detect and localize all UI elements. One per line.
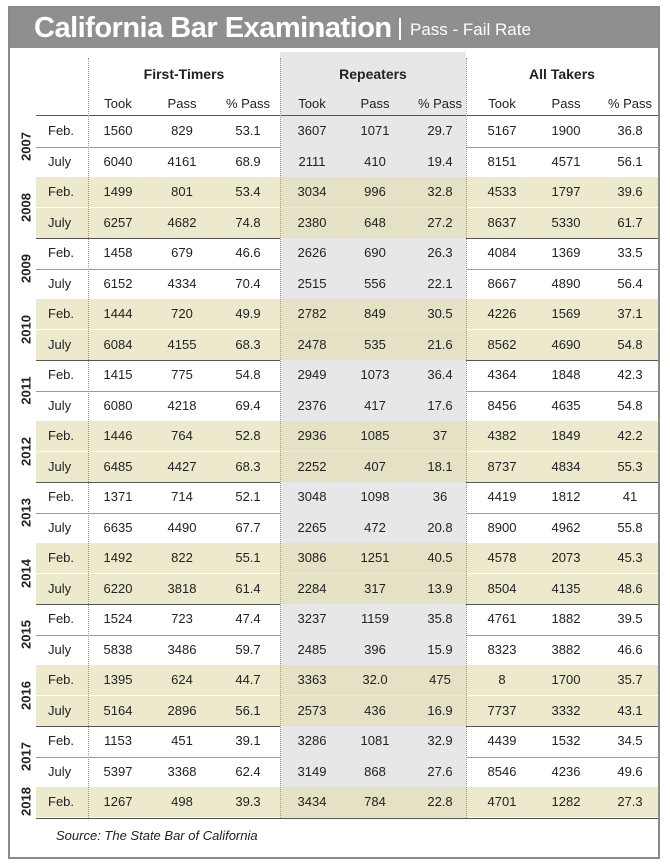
- table-cell: 1073: [360, 367, 390, 382]
- table-cell: 775: [171, 367, 193, 382]
- table-cell: 849: [364, 306, 386, 321]
- table-cell: 4218: [167, 397, 197, 413]
- table-cell: 1560: [103, 123, 133, 138]
- table-cell: 5397: [103, 763, 133, 779]
- table-cell: 1159: [361, 611, 389, 626]
- table-cell: 17.6: [427, 397, 453, 413]
- table-cell: 996: [364, 184, 386, 199]
- table-cell: 8456: [487, 397, 517, 413]
- table-cell: 5167: [487, 123, 517, 138]
- table-cell: 61.4: [235, 580, 261, 596]
- table-cell: 22.8: [427, 794, 453, 809]
- table-cell: 54.8: [617, 397, 643, 413]
- table-row: [36, 177, 658, 207]
- table-cell: 16.9: [427, 702, 453, 718]
- table-cell: 74.8: [235, 214, 261, 230]
- table-cell: 2265: [297, 519, 327, 535]
- table-cell: 13.9: [427, 580, 453, 596]
- month-label: July: [48, 458, 72, 474]
- table-cell: 8637: [487, 214, 517, 230]
- table-cell: 29.7: [427, 123, 453, 138]
- group-header-1: Repeaters: [339, 66, 407, 82]
- table-cell: 43.1: [617, 702, 643, 718]
- year-label: 2014: [18, 558, 34, 588]
- column-header-0: Took: [104, 96, 132, 111]
- month-label: Feb.: [48, 794, 75, 809]
- column-header-2: % Pass: [225, 96, 271, 111]
- year-label: 2010: [18, 314, 34, 344]
- table-cell: 868: [364, 763, 386, 779]
- table-cell: 8900: [487, 519, 517, 535]
- table-cell: 801: [171, 184, 193, 199]
- table-cell: 67.7: [235, 519, 261, 535]
- table-cell: 1444: [103, 306, 133, 321]
- table-cell: 4427: [167, 458, 197, 474]
- table-row: [36, 299, 658, 329]
- table-cell: 3237: [297, 611, 327, 626]
- table-cell: 472: [364, 519, 386, 535]
- table-cell: 1900: [551, 123, 581, 138]
- table-cell: 4578: [487, 550, 517, 565]
- table-cell: 4890: [551, 275, 581, 291]
- table-cell: 27.6: [427, 763, 453, 779]
- table-cell: 54.8: [235, 367, 261, 382]
- year-label: 2008: [18, 192, 34, 222]
- table-cell: 417: [364, 397, 386, 413]
- table-cell: 1458: [103, 245, 133, 260]
- table-row: [36, 696, 658, 726]
- month-label: Feb.: [48, 672, 75, 687]
- table-row: [36, 787, 658, 817]
- column-divider-1: [280, 58, 281, 818]
- month-label: Feb.: [48, 123, 75, 138]
- table-cell: 27.3: [617, 794, 643, 809]
- table-cell: 2896: [167, 702, 197, 718]
- month-label: Feb.: [48, 489, 75, 504]
- table-cell: 46.6: [617, 641, 643, 657]
- table-row: [36, 238, 658, 268]
- table-cell: 4834: [551, 458, 581, 474]
- table-cell: 61.7: [617, 214, 643, 230]
- table-cell: 3368: [167, 763, 197, 779]
- table-cell: 55.1: [235, 550, 261, 565]
- table-cell: 1848: [551, 367, 581, 382]
- table-cell: 714: [171, 489, 193, 504]
- table-cell: 36.4: [427, 367, 453, 382]
- table-cell: 407: [364, 458, 386, 474]
- table-cell: 3286: [297, 733, 327, 748]
- table-cell: 45.3: [617, 550, 643, 565]
- table-cell: 3882: [551, 641, 581, 657]
- table-cell: 2949: [297, 367, 327, 382]
- table-cell: 822: [171, 550, 193, 565]
- table-cell: 8546: [487, 763, 517, 779]
- table-cell: 54.8: [617, 336, 643, 352]
- table-cell: 2073: [551, 550, 581, 565]
- table-row: [36, 482, 658, 512]
- table-cell: 27.2: [427, 214, 453, 230]
- table-cell: 4490: [167, 519, 197, 535]
- column-header-1: Pass: [167, 96, 197, 111]
- year-label: 2018: [18, 787, 34, 817]
- table-cell: 42.2: [617, 428, 643, 443]
- table-cell: 1153: [104, 733, 132, 748]
- table-cell: 44.7: [235, 672, 261, 687]
- title-bar: [10, 8, 658, 48]
- table-cell: 6084: [103, 336, 133, 352]
- chart-subtitle: Pass - Fail Rate: [410, 20, 531, 39]
- table-cell: 3048: [297, 489, 327, 504]
- month-label: July: [48, 519, 72, 535]
- column-divider-0: [88, 58, 89, 818]
- table-cell: 56.1: [235, 702, 261, 718]
- table-cell: 4364: [487, 367, 517, 382]
- title-divider: [399, 18, 401, 40]
- table-cell: 68.3: [235, 458, 261, 474]
- table-cell: 37.1: [617, 306, 643, 321]
- table-cell: 52.8: [235, 428, 261, 443]
- table-row: [36, 543, 658, 573]
- table-cell: 2252: [297, 458, 327, 474]
- month-label: Feb.: [48, 245, 75, 260]
- table-cell: 48.6: [617, 580, 643, 596]
- group-header-2: All Takers: [529, 66, 595, 82]
- table-cell: 4236: [551, 763, 581, 779]
- month-label: July: [48, 397, 72, 413]
- table-cell: 1267: [103, 794, 133, 809]
- table-cell: 829: [171, 123, 193, 138]
- table-cell: 1251: [360, 550, 390, 565]
- table-row: [36, 360, 658, 390]
- table-cell: 18.1: [427, 458, 453, 474]
- month-label: Feb.: [48, 428, 75, 443]
- table-cell: 317: [364, 580, 386, 596]
- month-label: Feb.: [48, 611, 75, 626]
- table-cell: 46.6: [235, 245, 261, 260]
- table-cell: 8562: [487, 336, 517, 352]
- year-label: 2009: [18, 253, 34, 283]
- table-cell: 55.8: [617, 519, 643, 535]
- table-cell: 40.5: [427, 550, 453, 565]
- month-label: July: [48, 641, 72, 657]
- table-cell: 1415: [103, 367, 133, 382]
- table-cell: 19.4: [427, 153, 453, 169]
- table-cell: 47.4: [235, 611, 261, 626]
- table-cell: 26.3: [427, 245, 453, 260]
- table-cell: 6220: [103, 580, 133, 596]
- table-row: [36, 116, 658, 146]
- table-cell: 37: [432, 428, 448, 443]
- table-cell: 6080: [103, 397, 133, 413]
- table-cell: 56.4: [617, 275, 643, 291]
- table-cell: 723: [171, 611, 193, 626]
- group-header-0: First-Timers: [143, 66, 225, 82]
- table-cell: 1446: [103, 428, 133, 443]
- table-cell: 4419: [487, 489, 517, 504]
- table-cell: 1849: [551, 428, 581, 443]
- table-cell: 4571: [551, 153, 581, 169]
- month-label: Feb.: [48, 306, 75, 321]
- table-row: [36, 665, 658, 695]
- table-cell: 5164: [103, 702, 133, 718]
- table-cell: 56.1: [617, 153, 643, 169]
- table-cell: 32.0: [362, 672, 388, 687]
- table-cell: 720: [171, 306, 193, 321]
- table-cell: 498: [171, 794, 193, 809]
- month-label: July: [48, 702, 72, 718]
- table-cell: 3607: [297, 123, 327, 138]
- column-header-3: Took: [298, 96, 326, 111]
- table-row: [36, 574, 658, 604]
- table-cell: 5838: [103, 641, 133, 657]
- year-label: 2015: [18, 619, 34, 649]
- table-row: [36, 635, 658, 665]
- table-cell: 3086: [297, 550, 327, 565]
- month-label: Feb.: [48, 733, 75, 748]
- source-note: Source: The State Bar of California: [56, 828, 258, 843]
- table-cell: 3034: [297, 184, 327, 199]
- table-cell: 39.3: [235, 794, 261, 809]
- table-cell: 1371: [103, 489, 133, 504]
- table-cell: 4635: [551, 397, 581, 413]
- month-label: July: [48, 763, 72, 779]
- table-cell: 1812: [551, 489, 581, 504]
- table-cell: 1282: [551, 794, 581, 809]
- month-label: July: [48, 214, 72, 230]
- table-cell: 22.1: [427, 275, 453, 291]
- table-cell: 8667: [487, 275, 517, 291]
- table-cell: 1532: [551, 733, 581, 748]
- table-cell: 2284: [297, 580, 327, 596]
- table-cell: 3332: [551, 702, 581, 718]
- table-cell: 69.4: [235, 397, 261, 413]
- table-cell: 4962: [551, 519, 581, 535]
- table-cell: 4382: [487, 428, 517, 443]
- table-cell: 679: [171, 245, 193, 260]
- table-cell: 8151: [487, 153, 517, 169]
- table-cell: 49.6: [617, 763, 643, 779]
- table-cell: 1524: [103, 611, 133, 626]
- table-cell: 36.8: [617, 123, 643, 138]
- table-cell: 1369: [551, 245, 581, 260]
- table-cell: 1569: [551, 306, 581, 321]
- table-cell: 34.5: [617, 733, 643, 748]
- table-cell: 68.3: [235, 336, 261, 352]
- table-cell: 8504: [487, 580, 517, 596]
- table-cell: 784: [364, 794, 386, 809]
- table-cell: 33.5: [617, 245, 643, 260]
- table-cell: 4155: [167, 336, 197, 352]
- column-header-7: Pass: [551, 96, 581, 111]
- table-cell: 49.9: [235, 306, 261, 321]
- table-cell: 4439: [487, 733, 517, 748]
- table-row: [36, 452, 658, 482]
- table-row: [36, 513, 658, 543]
- table-cell: 4690: [551, 336, 581, 352]
- table-cell: 1081: [360, 733, 390, 748]
- table-row: [36, 208, 658, 238]
- table-cell: 62.4: [235, 763, 261, 779]
- table-cell: 2478: [297, 336, 327, 352]
- column-header-8: % Pass: [607, 96, 653, 111]
- table-cell: 2515: [297, 275, 327, 291]
- table-cell: 39.1: [235, 733, 261, 748]
- table-cell: 410: [364, 153, 386, 169]
- year-label: 2012: [18, 436, 34, 466]
- table-cell: 1882: [551, 611, 581, 626]
- column-divider-2: [466, 58, 467, 818]
- table-cell: 4334: [167, 275, 197, 291]
- table-cell: 2376: [297, 397, 327, 413]
- table-cell: 1071: [360, 123, 390, 138]
- table-cell: 4226: [487, 306, 517, 321]
- table-cell: 52.1: [235, 489, 261, 504]
- table-cell: 6635: [103, 519, 133, 535]
- table-cell: 2573: [297, 702, 327, 718]
- month-label: July: [48, 275, 72, 291]
- chart-title: California Bar Examination: [34, 12, 392, 44]
- table-cell: 764: [171, 428, 193, 443]
- table-cell: 70.4: [235, 275, 261, 291]
- table-cell: 1395: [103, 672, 133, 687]
- table-cell: 41: [622, 489, 638, 504]
- table-cell: 4084: [487, 245, 517, 260]
- column-header-4: Pass: [360, 96, 390, 111]
- table-cell: 21.6: [427, 336, 453, 352]
- table-cell: 59.7: [235, 641, 261, 657]
- table-cell: 1492: [103, 550, 133, 565]
- table-cell: 1098: [360, 489, 390, 504]
- table-row: [36, 269, 658, 299]
- table-cell: 8737: [487, 458, 517, 474]
- table-cell: 556: [364, 275, 386, 291]
- table-cell: 20.8: [427, 519, 453, 535]
- table-cell: 32.8: [427, 184, 453, 199]
- year-label: 2013: [18, 497, 34, 527]
- month-label: July: [48, 580, 72, 596]
- table-cell: 35.8: [427, 611, 453, 626]
- table-cell: 39.6: [617, 184, 643, 199]
- year-label: 2007: [18, 131, 34, 161]
- table-cell: 35.7: [617, 672, 643, 687]
- table-cell: 6152: [103, 275, 133, 291]
- column-header-5: % Pass: [417, 96, 463, 111]
- table-cell: 7737: [487, 702, 517, 718]
- month-label: Feb.: [48, 550, 75, 565]
- table-cell: 4682: [167, 214, 197, 230]
- year-label: 2016: [18, 680, 34, 710]
- table-cell: 3363: [297, 672, 327, 687]
- table-cell: 5330: [551, 214, 581, 230]
- table-cell: 3486: [167, 641, 197, 657]
- table-cell: 53.4: [235, 184, 261, 199]
- table-cell: 32.9: [427, 733, 453, 748]
- table-cell: 396: [364, 641, 386, 657]
- table-bottom-rule: [36, 818, 658, 819]
- table-row: [36, 421, 658, 451]
- table-cell: 68.9: [235, 153, 261, 169]
- table-cell: 2485: [297, 641, 327, 657]
- table-cell: 3149: [297, 763, 327, 779]
- table-cell: 1499: [103, 184, 133, 199]
- table-row: [36, 604, 658, 634]
- table-cell: 2936: [297, 428, 327, 443]
- table-cell: 2626: [297, 245, 327, 260]
- table-cell: 451: [171, 733, 193, 748]
- table-row: [36, 330, 658, 360]
- month-label: Feb.: [48, 184, 75, 199]
- table-cell: 4761: [487, 611, 517, 626]
- table-cell: 53.1: [235, 123, 261, 138]
- table-cell: 15.9: [427, 641, 453, 657]
- table-cell: 4135: [551, 580, 581, 596]
- year-label: 2011: [18, 375, 34, 405]
- table-cell: 2782: [297, 306, 327, 321]
- table-cell: 6485: [103, 458, 133, 474]
- table-cell: 55.3: [617, 458, 643, 474]
- table-cell: 1700: [551, 672, 581, 687]
- table-row: [36, 147, 658, 177]
- table-cell: 535: [364, 336, 386, 352]
- table-cell: 4701: [487, 794, 517, 809]
- table-row: [36, 757, 658, 787]
- table-cell: 690: [364, 245, 386, 260]
- table-cell: 8323: [487, 641, 517, 657]
- chart-frame: [8, 6, 660, 859]
- table-cell: 624: [171, 672, 193, 687]
- table-cell: 6257: [103, 214, 133, 230]
- table-cell: 8: [498, 672, 506, 687]
- year-label: 2017: [18, 741, 34, 771]
- month-label: July: [48, 153, 72, 169]
- table-cell: 475: [429, 672, 451, 687]
- month-label: July: [48, 336, 72, 352]
- table-cell: 30.5: [427, 306, 453, 321]
- table-cell: 6040: [103, 153, 133, 169]
- table-cell: 2111: [298, 153, 326, 169]
- table-cell: 36: [432, 489, 448, 504]
- table-cell: 42.3: [617, 367, 643, 382]
- table-cell: 3818: [167, 580, 197, 596]
- month-label: Feb.: [48, 367, 75, 382]
- table-cell: 3434: [297, 794, 327, 809]
- table-cell: 4161: [167, 153, 197, 169]
- table-cell: 648: [364, 214, 386, 230]
- table-row: [36, 391, 658, 421]
- table-cell: 1085: [360, 428, 390, 443]
- table-row: [36, 726, 658, 756]
- table-cell: 39.5: [617, 611, 643, 626]
- column-header-6: Took: [488, 96, 516, 111]
- table-cell: 4533: [487, 184, 517, 199]
- table-cell: 2380: [297, 214, 327, 230]
- table-cell: 436: [364, 702, 386, 718]
- table-cell: 1797: [551, 184, 581, 199]
